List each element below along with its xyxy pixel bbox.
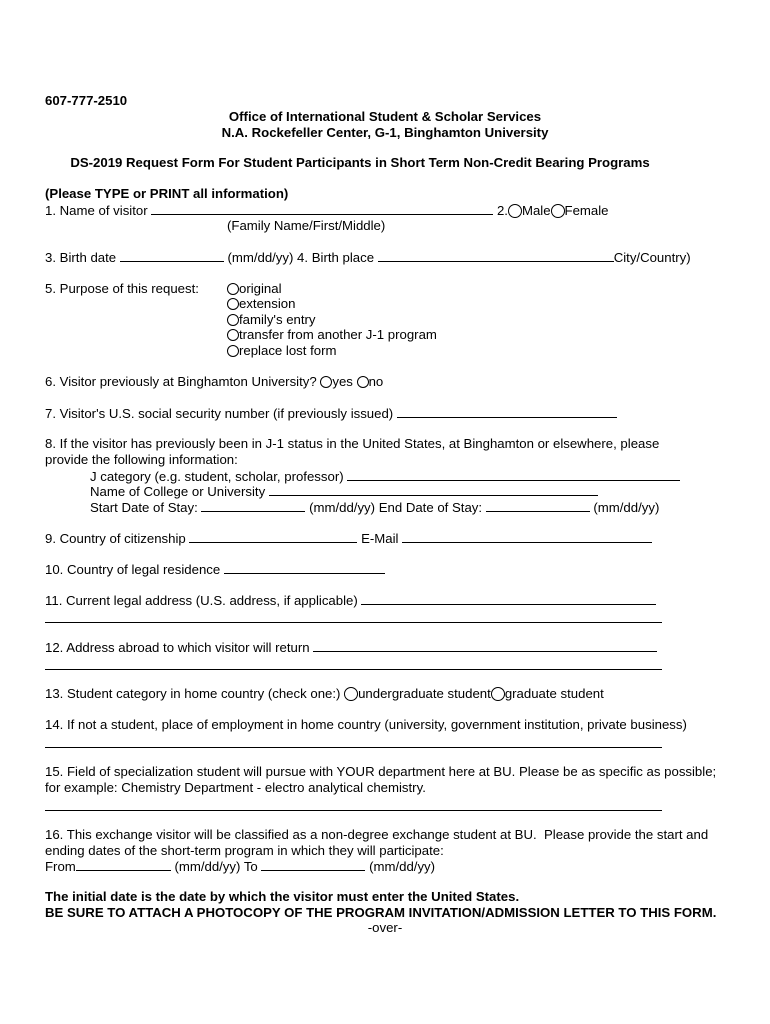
purpose-option	[227, 327, 437, 343]
email-field[interactable]	[402, 530, 652, 543]
q7-label: 7. Visitor's U.S. social security number (if previously issued)	[45, 406, 394, 421]
q15-line1: 15. Field of specialization student will pursue with YOUR department here at BU. Please be as specific as possible;	[45, 764, 717, 779]
employment-field[interactable]	[45, 747, 662, 748]
office-address: N.A. Rockefeller Center, G-1, Binghamton University	[221, 125, 549, 140]
q12-label: 12. Address abroad to which visitor will return	[45, 640, 310, 655]
attach-note: BE SURE TO ATTACH A PHOTOCOPY OF THE PROGRAM INVITATION/ADMISSION LETTER TO THIS FORM.	[45, 905, 717, 920]
q16-line1: 16. This exchange visitor will be classified as a non-degree exchange student at BU. Please provide the start and	[45, 827, 709, 842]
q14-label: 14. If not a student, place of employment in home country (university, government institution, private business)	[45, 717, 687, 732]
email-label: E-Mail	[361, 531, 399, 546]
q13-label: 13. Student category in home country (check one:)	[45, 686, 341, 701]
radio-yes[interactable]	[320, 376, 332, 388]
radio-undergraduate[interactable]	[344, 687, 358, 701]
q5-label: 5. Purpose of this request:	[45, 281, 199, 296]
from-label: From	[45, 859, 76, 874]
program-end-field[interactable]	[261, 858, 365, 871]
purpose-option	[227, 343, 336, 359]
radio-transfer[interactable]	[227, 329, 239, 341]
visitor-name-field[interactable]	[151, 202, 493, 215]
citizenship-field[interactable]	[189, 530, 357, 543]
q6-label: 6. Visitor previously at Binghamton University?	[45, 374, 317, 389]
college-field[interactable]	[269, 483, 598, 496]
no-label: no	[368, 374, 384, 389]
yes-label: yes	[332, 374, 353, 389]
radio-extension[interactable]	[227, 298, 239, 310]
over-note: -over-	[367, 920, 403, 935]
q12-row	[45, 639, 657, 656]
undergraduate-label: undergraduate student	[358, 686, 491, 701]
q1-row	[45, 202, 609, 219]
legal-residence-field[interactable]	[224, 561, 385, 574]
instruction: (Please TYPE or PRINT all information)	[45, 186, 289, 201]
birth-place-field[interactable]	[378, 249, 614, 262]
option-replace-lost-label: replace lost form	[239, 343, 337, 358]
j-category-label: J category (e.g. student, scholar, professor)	[90, 469, 344, 484]
q2-label: 2.	[496, 203, 508, 218]
radio-original[interactable]	[227, 283, 239, 295]
q11-row	[45, 592, 656, 609]
q8-line2: provide the following information:	[45, 452, 238, 467]
radio-graduate[interactable]	[491, 687, 505, 701]
q8-line1: 8. If the visitor has previously been in J-1 status in the United States, at Binghamton or elsewhere, please	[45, 436, 660, 451]
male-radio[interactable]	[508, 204, 522, 218]
end-date-label: (mm/dd/yy) End Date of Stay:	[309, 500, 483, 515]
to-label: (mm/dd/yy) To	[174, 859, 258, 874]
option-original-label: original	[239, 281, 282, 296]
start-date-field[interactable]	[201, 499, 305, 512]
start-date-label: Start Date of Stay:	[90, 500, 198, 515]
abroad-address-field[interactable]	[313, 639, 657, 652]
college-row	[90, 483, 598, 500]
current-address-line2[interactable]	[45, 622, 662, 623]
male-label: Male	[521, 203, 551, 218]
purpose-option	[227, 296, 295, 312]
specialization-field[interactable]	[45, 810, 662, 811]
q10-row	[45, 561, 385, 578]
initial-date-note: The initial date is the date by which the visitor must enter the United States.	[45, 889, 520, 904]
q16-line2: ending dates of the short-term program in which they will participate:	[45, 843, 444, 858]
purpose-option	[227, 281, 282, 297]
program-dates-row	[45, 858, 435, 875]
radio-family-entry[interactable]	[227, 314, 239, 326]
name-hint: (Family Name/First/Middle)	[227, 218, 386, 233]
end-date-hint: (mm/dd/yy)	[593, 500, 660, 515]
q15-line2: for example: Chemistry Department - electro analytical chemistry.	[45, 780, 426, 795]
stay-dates-row	[90, 499, 659, 516]
female-label: Female	[564, 203, 609, 218]
q13-row	[45, 686, 604, 702]
q3-label: 3. Birth date	[45, 250, 117, 265]
q9-label: 9. Country of citizenship	[45, 531, 186, 546]
ssn-field[interactable]	[397, 405, 617, 418]
graduate-label: graduate student	[504, 686, 604, 701]
q3-row	[45, 249, 691, 266]
radio-replace-lost[interactable]	[227, 345, 239, 357]
q6-row	[45, 374, 383, 390]
end-date-field[interactable]	[486, 499, 590, 512]
q11-label: 11. Current legal address (U.S. address, if applicable)	[45, 593, 358, 608]
abroad-address-line2[interactable]	[45, 669, 662, 670]
option-extension-label: extension	[239, 296, 296, 311]
city-country-hint: City/Country)	[613, 250, 691, 265]
q7-row	[45, 405, 617, 422]
option-family-entry-label: family's entry	[239, 312, 316, 327]
college-label: Name of College or University	[90, 484, 266, 499]
current-address-field[interactable]	[361, 592, 656, 605]
phone-number: 607-777-2510	[45, 93, 128, 108]
q10-label: 10. Country of legal residence	[45, 562, 221, 577]
form-title: DS-2019 Request Form For Student Participants in Short Term Non-Credit Bearing Programs	[70, 155, 650, 170]
birth-date-hint: (mm/dd/yy) 4. Birth place	[227, 250, 375, 265]
birth-date-field[interactable]	[120, 249, 224, 262]
q9-row	[45, 530, 652, 547]
program-end-hint: (mm/dd/yy)	[369, 859, 436, 874]
female-radio[interactable]	[551, 204, 565, 218]
option-transfer-label: transfer from another J-1 program	[239, 327, 437, 342]
office-name: Office of International Student & Scholar Services	[228, 109, 542, 124]
q1-label: 1. Name of visitor	[45, 203, 148, 218]
radio-no[interactable]	[357, 376, 369, 388]
purpose-option	[227, 312, 316, 328]
j-category-field[interactable]	[347, 468, 680, 481]
program-start-field[interactable]	[76, 858, 171, 871]
